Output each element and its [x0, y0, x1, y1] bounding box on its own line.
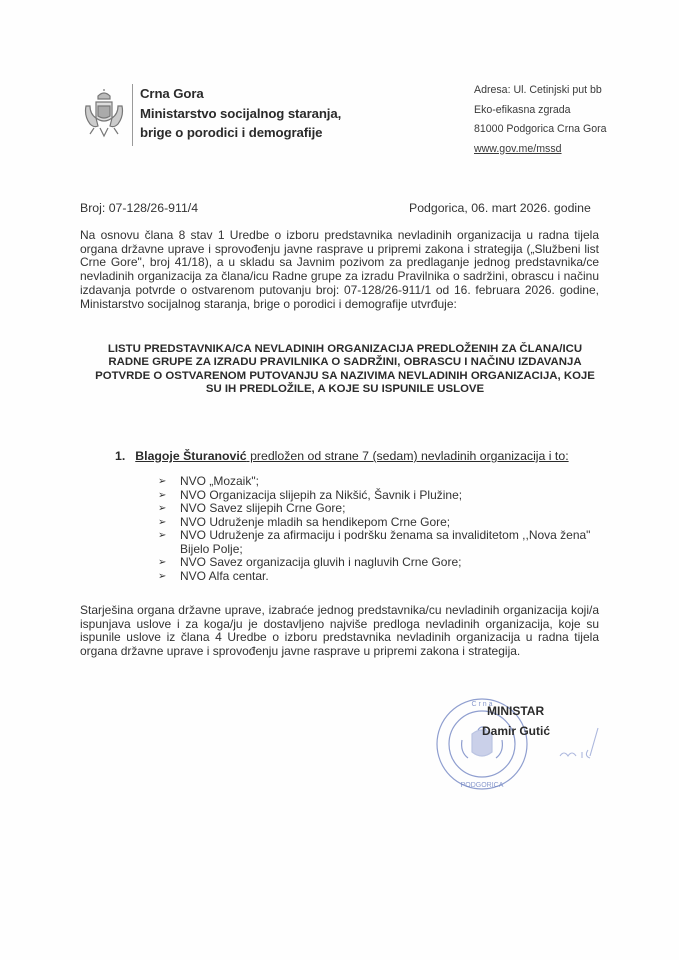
document-date: Podgorica, 06. mart 2026. godine [409, 201, 591, 215]
arrow-bullet-icon: ➢ [158, 557, 167, 568]
list-item: ➢ NVO Udruženje mladih sa hendikepom Crne Gore; [158, 514, 451, 529]
document-number: Broj: 07-128/26-911/4 [80, 201, 199, 215]
candidate-number: 1. [115, 449, 126, 463]
svg-text:PODGORICA: PODGORICA [460, 782, 504, 789]
candidate-name: Blagoje Šturanović [135, 449, 247, 463]
ministry-name-line-2: brige o porodici i demografije [140, 125, 323, 140]
candidate-proposed-text: predložen od strane 7 (sedam) nevladinih organizacija i to: [246, 449, 569, 463]
list-item: ➢ NVO „Mozaik"; [158, 474, 259, 488]
ministry-header [140, 84, 341, 143]
arrow-bullet-icon: ➢ [158, 503, 167, 514]
country-name: Crna Gora [140, 86, 204, 101]
address-line-3: 81000 Podgorica Crna Gora [474, 123, 607, 135]
signatory-name: Damir Gutić [482, 724, 551, 738]
svg-text:C r n a: C r n a [471, 701, 493, 708]
website-link[interactable]: www.gov.me/mssd [474, 142, 562, 155]
arrow-bullet-icon: ➢ [158, 530, 167, 541]
list-item: ➢ NVO Savez organizacija gluvih i nagluvih Crne Gore; [158, 555, 462, 569]
intro-paragraph: Na osnovu člana 8 stav 1 Uredbe o izboru predstavnika nevladinih organizacija u radna tijela organa državne uprave i sprovođenju javne rasprave u pripremi zakona i strategija („Službeni list Crne Gore", broj 41/18), a u skladu sa Javnim pozivom za predlaganje jednog predstavnika/ce nevladinih organizacija za člana/icu Radne grupe za izradu Pravilnika o sadržini, obrascu i načinu izdavanja potvrde o ostvarenom putovanju broj: 07-128/26-911/1 od 16. februara 2026. godine, Ministarstvo socijalnog staranja, brige o porodici i demografije utvrđuje: [80, 228, 599, 311]
ministry-name-line-1: Ministarstvo socijalnog staranja, [140, 105, 342, 121]
list-item: ➢ NVO Savez slijepih Crne Gore; [158, 501, 346, 515]
list-item: ➢ NVO Udruženje za afirmaciju i podršku ženama sa invaliditetom ,,Nova žena" Bijelo Polje; [158, 528, 591, 556]
organization-list [158, 475, 598, 583]
signatory-title: MINISTAR [487, 704, 545, 718]
handwritten-signature-icon [540, 726, 610, 766]
arrow-bullet-icon: ➢ [158, 516, 167, 528]
list-item: ➢ NVO Organizacija slijepih za Nikšić, Šavnik i Plužine; [158, 487, 463, 502]
coat-of-arms-icon [80, 88, 128, 140]
arrow-bullet-icon: ➢ [158, 570, 167, 582]
list-item: ➢ NVO Alfa centar. [158, 568, 269, 583]
address-line-1: Adresa: Ul. Cetinjski put bb [474, 84, 602, 96]
arrow-bullet-icon: ➢ [158, 476, 167, 487]
address-block [474, 81, 607, 159]
arrow-bullet-icon: ➢ [158, 489, 167, 501]
candidate-entry [115, 449, 569, 463]
closing-paragraph: Starješina organa državne uprave, izabraće jednog predstavnika/cu nevladinih organizacija koji/a ispunjava uslove i za koga/ju je dostavljeno najviše predloga nevladinih organizacija, koje su ispunile uslove iz člana 4 Uredbe o izboru predstavnika nevladinih organizacija u radna tijela organa državne uprave i sprovođenju javne rasprave u pripremi zakona i strategija. [80, 603, 599, 659]
address-line-2: Eko-efikasna zgrada [474, 103, 571, 116]
document-title: LISTU PREDSTAVNIKA/CA NEVLADINIH ORGANIZACIJA PREDLOŽENIH ZA ČLANA/ICU RADNE GRUPE ZA IZRADU PRAVILNIKA O SADRŽINI, OBRASCU I NAČINU IZDAVANJA POTVRDE O OSTVARENOM PUTOVANJU SA NAZIVIMA NEVLADINIH ORGANIZACIJA, KOJE SU IH PREDLOŽILE, A KOJE SU ISPUNILE USLOVE [95, 343, 595, 396]
header-divider [132, 84, 133, 146]
